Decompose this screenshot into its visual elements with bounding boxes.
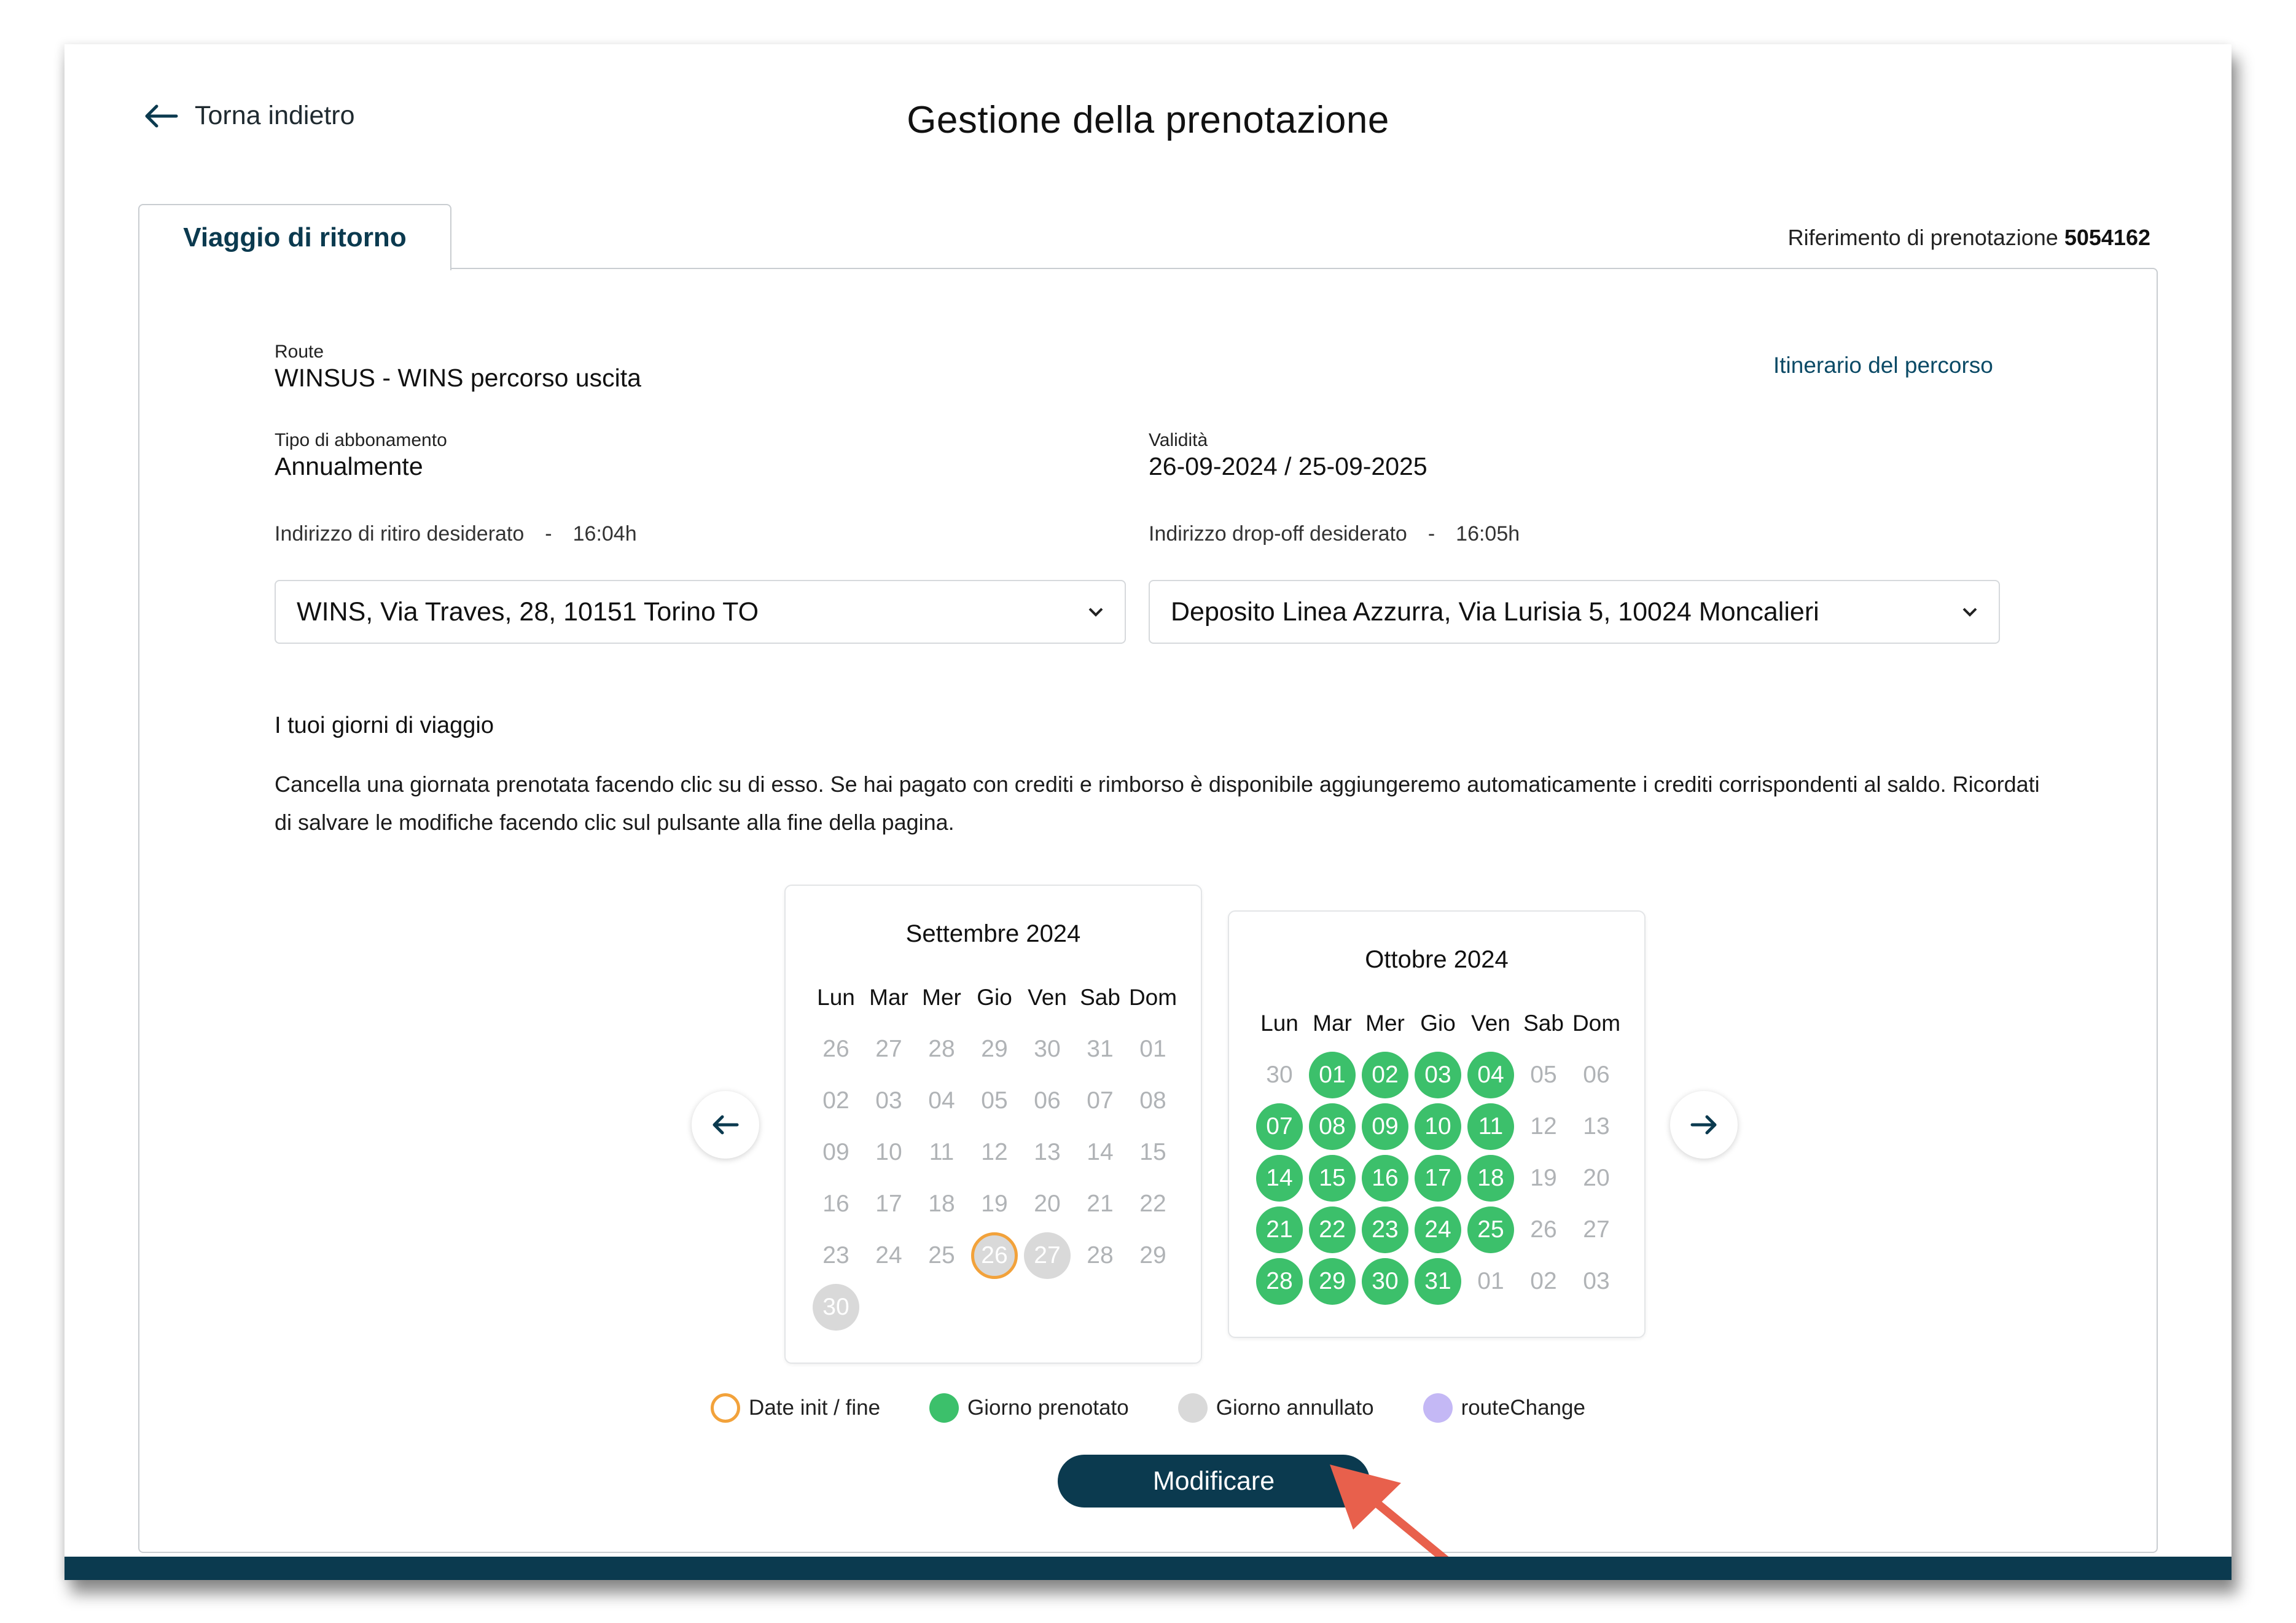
weekday-header: Mer xyxy=(922,985,961,1010)
weekday-header: Sab xyxy=(1523,1011,1564,1036)
calendar-legend xyxy=(139,1393,2157,1423)
calendar-day-number: 07 xyxy=(1087,1087,1114,1114)
calendar-day-number: 03 xyxy=(875,1087,902,1114)
calendar-day-number: 30 xyxy=(1362,1258,1408,1305)
calendar-day-number: 19 xyxy=(981,1191,1008,1217)
calendar-day[interactable] xyxy=(1464,1204,1517,1256)
legend-item xyxy=(1423,1393,1585,1423)
subscription-value: Annualmente xyxy=(275,452,423,480)
calendar-day-number: 17 xyxy=(875,1191,902,1217)
calendar-day-number: 20 xyxy=(1583,1165,1610,1191)
calendar-day-number: 21 xyxy=(1256,1206,1303,1253)
calendar-day xyxy=(1570,1152,1623,1204)
dropoff-label-text: Indirizzo drop-off desiderato xyxy=(1149,522,1407,546)
calendar-day xyxy=(1517,1049,1570,1101)
calendar-day xyxy=(862,1127,915,1178)
calendar-day-number: 01 xyxy=(1309,1052,1356,1098)
calendar-title: Settembre 2024 xyxy=(905,920,1081,947)
calendar-day-number: 08 xyxy=(1139,1087,1166,1114)
calendar-day[interactable] xyxy=(1306,1256,1359,1307)
calendar-day xyxy=(1127,1075,1179,1127)
pickup-address-value: WINS, Via Traves, 28, 10151 Torino TO xyxy=(297,596,759,627)
calendar-day-number: 26 xyxy=(822,1036,849,1062)
calendar-grid xyxy=(810,972,1179,1333)
calendar-day[interactable] xyxy=(1021,1230,1074,1281)
calendar-day-number: 24 xyxy=(1415,1206,1461,1253)
calendar-day xyxy=(1127,1023,1179,1075)
weekday-header: Lun xyxy=(817,985,855,1010)
calendar-day-number: 11 xyxy=(929,1139,955,1165)
calendar-day-number: 25 xyxy=(1467,1206,1514,1253)
route-label: Route xyxy=(275,342,324,362)
calendar-day[interactable] xyxy=(1412,1101,1464,1152)
calendar-day-number: 28 xyxy=(1256,1258,1303,1305)
calendar-day-number: 31 xyxy=(1415,1258,1461,1305)
calendar-day-number: 06 xyxy=(1034,1087,1061,1114)
pickup-label: Indirizzo di ritiro desiderato - 16:04h xyxy=(275,522,637,546)
calendar-september xyxy=(784,885,1202,1364)
calendar-day-number: 03 xyxy=(1415,1052,1461,1098)
calendar-day-number: 19 xyxy=(1530,1165,1557,1191)
legend-label: routeChange xyxy=(1461,1396,1585,1420)
calendar-day xyxy=(1127,1230,1179,1281)
weekday-header: Mer xyxy=(1365,1011,1405,1036)
calendar-day xyxy=(810,1230,862,1281)
page xyxy=(64,44,2232,1580)
calendar-day xyxy=(1021,1023,1074,1075)
calendar-day-number: 18 xyxy=(928,1191,955,1217)
pickup-address-select[interactable] xyxy=(275,580,1126,644)
calendar-day xyxy=(1570,1101,1623,1152)
back-link-label: Torna indietro xyxy=(195,101,355,130)
calendar-day[interactable] xyxy=(1359,1204,1412,1256)
calendar-day[interactable] xyxy=(1464,1152,1517,1204)
pickup-time: 16:04h xyxy=(572,522,637,546)
weekday-header: Mar xyxy=(869,985,908,1010)
calendar-day xyxy=(1074,1230,1127,1281)
calendar-day-number: 23 xyxy=(1362,1206,1408,1253)
calendar-day xyxy=(968,1075,1021,1127)
calendar-day-number: 26 xyxy=(971,1232,1018,1279)
dropoff-address-select[interactable] xyxy=(1149,580,2000,644)
page-title: Gestione della prenotazione xyxy=(907,99,1389,141)
calendar-day-number: 29 xyxy=(1139,1242,1166,1269)
calendar-day-number: 28 xyxy=(928,1036,955,1062)
calendar-day[interactable] xyxy=(1412,1049,1464,1101)
validity-value: 26-09-2024 / 25-09-2025 xyxy=(1149,452,1427,480)
calendar-day xyxy=(915,1075,968,1127)
calendar-day-number: 03 xyxy=(1583,1268,1610,1294)
chevron-down-icon xyxy=(1088,606,1104,617)
calendar-day xyxy=(915,1023,968,1075)
calendar-day-number: 14 xyxy=(1256,1155,1303,1202)
legend-item xyxy=(929,1393,1129,1423)
calendar-day[interactable] xyxy=(1412,1256,1464,1307)
calendar-day-number: 22 xyxy=(1139,1191,1166,1217)
booking-reference-label: Riferimento di prenotazione xyxy=(1787,225,2058,250)
calendar-day-number: 08 xyxy=(1309,1103,1356,1150)
calendar-day[interactable] xyxy=(1253,1256,1306,1307)
arrow-left-icon xyxy=(711,1114,740,1135)
legend-label: Giorno prenotato xyxy=(967,1396,1129,1420)
travel-days-title: I tuoi giorni di viaggio xyxy=(275,713,494,738)
calendar-day-number: 29 xyxy=(981,1036,1008,1062)
legend-swatch xyxy=(1423,1393,1453,1423)
calendar-day xyxy=(1570,1049,1623,1101)
calendar-day xyxy=(1517,1204,1570,1256)
dropoff-address-value: Deposito Linea Azzurra, Via Lurisia 5, 10024 Moncalieri xyxy=(1171,596,1819,627)
calendar-day xyxy=(968,1023,1021,1075)
prev-month-button[interactable] xyxy=(692,1091,759,1159)
calendar-day-number: 20 xyxy=(1034,1191,1061,1217)
modify-button-label: Modificare xyxy=(1152,1466,1275,1496)
weekday-header: Gio xyxy=(977,985,1012,1010)
calendar-day-number: 29 xyxy=(1309,1258,1356,1305)
calendar-day[interactable] xyxy=(1306,1152,1359,1204)
calendar-day[interactable] xyxy=(1464,1101,1517,1152)
legend-swatch xyxy=(1178,1393,1208,1423)
calendar-day-number: 05 xyxy=(1530,1062,1557,1088)
calendar-day xyxy=(1021,1178,1074,1230)
weekday-header: Lun xyxy=(1260,1011,1298,1036)
calendar-day-number: 12 xyxy=(1530,1113,1557,1140)
calendar-day xyxy=(862,1230,915,1281)
calendar-day-number: 01 xyxy=(1477,1268,1504,1294)
calendar-october xyxy=(1228,910,1646,1338)
calendar-day-number: 25 xyxy=(928,1242,955,1269)
calendar-day-number: 17 xyxy=(1415,1155,1461,1202)
tab-return-trip[interactable] xyxy=(138,204,451,270)
pickup-label-text: Indirizzo di ritiro desiderato xyxy=(275,522,525,546)
calendar-day-number: 06 xyxy=(1583,1062,1610,1088)
legend-swatch xyxy=(711,1393,740,1423)
weekday-header: Dom xyxy=(1128,985,1177,1010)
tab-label: Viaggio di ritorno xyxy=(183,222,407,252)
calendar-day xyxy=(1074,1178,1127,1230)
calendar-day xyxy=(968,1127,1021,1178)
calendar-day xyxy=(1517,1152,1570,1204)
calendar-day xyxy=(810,1075,862,1127)
legend-swatch xyxy=(929,1393,959,1423)
calendar-day-number: 30 xyxy=(1266,1062,1293,1088)
route-itinerary-link[interactable]: Itinerario del percorso xyxy=(1773,353,1993,378)
calendar-grid xyxy=(1253,998,1623,1307)
calendar-day-number: 30 xyxy=(1034,1036,1061,1062)
calendar-day-number: 15 xyxy=(1309,1155,1356,1202)
calendar-day xyxy=(862,1178,915,1230)
validity-label: Validità xyxy=(1149,430,1208,450)
calendar-day-number: 09 xyxy=(822,1139,849,1165)
arrow-right-icon xyxy=(1690,1114,1718,1135)
calendar-day xyxy=(968,1178,1021,1230)
calendar-day-number: 14 xyxy=(1087,1139,1114,1165)
weekday-header: Mar xyxy=(1313,1011,1352,1036)
weekday-header: Dom xyxy=(1572,1011,1621,1036)
calendar-day-number: 28 xyxy=(1087,1242,1114,1269)
calendar-day-number: 10 xyxy=(875,1139,902,1165)
calendar-day xyxy=(1253,1049,1306,1101)
calendar-day-number: 27 xyxy=(1024,1232,1071,1279)
calendar-day[interactable] xyxy=(1359,1256,1412,1307)
calendar-day[interactable] xyxy=(1306,1101,1359,1152)
dropoff-time: 16:05h xyxy=(1456,522,1520,546)
calendar-day[interactable] xyxy=(1359,1152,1412,1204)
calendar-day-number: 23 xyxy=(822,1242,849,1269)
subscription-label: Tipo di abbonamento xyxy=(275,430,447,450)
legend-label: Date init / fine xyxy=(749,1396,881,1420)
calendar-day xyxy=(1517,1101,1570,1152)
booking-reference xyxy=(1788,225,2150,251)
calendar-day-number: 04 xyxy=(928,1087,955,1114)
calendar-day xyxy=(1570,1204,1623,1256)
calendar-day-number: 09 xyxy=(1362,1103,1408,1150)
calendar-day-number: 31 xyxy=(1087,1036,1114,1062)
calendar-day xyxy=(1074,1127,1127,1178)
calendar-day-number: 30 xyxy=(813,1284,859,1331)
calendar-day xyxy=(862,1075,915,1127)
calendar-day-number: 02 xyxy=(822,1087,849,1114)
calendar-day xyxy=(1074,1075,1127,1127)
calendar-day-number: 27 xyxy=(1583,1216,1610,1243)
travel-days-description: Cancella una giornata prenotata facendo clic su di esso. Se hai pagato con crediti e rimborso è disponibile aggiungeremo automaticamente i crediti corrispondenti al saldo. Ricordati di salvare le modifiche facendo clic sul pulsante alla fine della pagina. xyxy=(275,772,2040,835)
legend-label: Giorno annullato xyxy=(1216,1396,1374,1420)
calendar-day xyxy=(1074,1023,1127,1075)
calendar-day[interactable] xyxy=(1306,1204,1359,1256)
calendar-day[interactable] xyxy=(1412,1152,1464,1204)
calendar-day-number: 11 xyxy=(1467,1103,1514,1150)
calendar-day[interactable] xyxy=(1359,1049,1412,1101)
calendar-day[interactable] xyxy=(1253,1152,1306,1204)
calendar-day[interactable] xyxy=(1464,1049,1517,1101)
calendar-day-number: 24 xyxy=(875,1242,902,1269)
booking-card xyxy=(138,268,2158,1553)
calendar-day-number: 02 xyxy=(1362,1052,1408,1098)
calendar-day[interactable] xyxy=(810,1281,862,1333)
legend-item xyxy=(1178,1393,1374,1423)
calendar-day xyxy=(1127,1178,1179,1230)
calendar-day xyxy=(915,1230,968,1281)
route-value: WINSUS - WINS percorso uscita xyxy=(275,364,641,392)
calendar-day-number: 18 xyxy=(1467,1155,1514,1202)
calendar-day xyxy=(1464,1256,1517,1307)
weekday-header: Ven xyxy=(1471,1011,1510,1036)
calendar-day-number: 13 xyxy=(1034,1139,1061,1165)
calendar-day-number: 12 xyxy=(981,1139,1008,1165)
calendar-day[interactable] xyxy=(1253,1101,1306,1152)
calendar-day xyxy=(1021,1127,1074,1178)
calendar-day-number: 02 xyxy=(1530,1268,1557,1294)
calendar-day[interactable] xyxy=(1306,1049,1359,1101)
weekday-header: Ven xyxy=(1028,985,1067,1010)
calendar-day xyxy=(1517,1256,1570,1307)
calendar-day xyxy=(1127,1127,1179,1178)
calendar-day[interactable] xyxy=(968,1230,1021,1281)
calendar-day-number: 13 xyxy=(1583,1113,1610,1140)
calendar-day xyxy=(810,1127,862,1178)
calendar-day-number: 07 xyxy=(1256,1103,1303,1150)
calendar-day xyxy=(1021,1075,1074,1127)
calendar-day-number: 16 xyxy=(1362,1155,1408,1202)
calendar-day-number: 21 xyxy=(1087,1191,1114,1217)
calendar-day-number: 22 xyxy=(1309,1206,1356,1253)
calendar-title: Ottobre 2024 xyxy=(1365,946,1509,973)
calendar-day[interactable] xyxy=(1412,1204,1464,1256)
calendar-day[interactable] xyxy=(1253,1204,1306,1256)
booking-reference-value: 5054162 xyxy=(2064,225,2150,250)
calendar-day[interactable] xyxy=(1359,1101,1412,1152)
weekday-header: Gio xyxy=(1420,1011,1456,1036)
chevron-down-icon xyxy=(1962,606,1978,617)
calendar-day-number: 27 xyxy=(875,1036,902,1062)
calendar-day-number: 05 xyxy=(981,1087,1008,1114)
calendar-day xyxy=(862,1023,915,1075)
calendar-day-number: 01 xyxy=(1139,1036,1166,1062)
calendar-day xyxy=(915,1127,968,1178)
calendar-day xyxy=(915,1178,968,1230)
calendar-day-number: 16 xyxy=(822,1191,849,1217)
calendar-day xyxy=(1570,1256,1623,1307)
legend-item xyxy=(711,1393,880,1423)
calendar-day-number: 15 xyxy=(1139,1139,1166,1165)
dropoff-label: Indirizzo drop-off desiderato - 16:05h xyxy=(1149,522,1520,546)
next-month-button[interactable] xyxy=(1670,1091,1738,1159)
weekday-header: Sab xyxy=(1080,985,1120,1010)
footer-bar xyxy=(64,1557,2232,1580)
calendar-day xyxy=(810,1023,862,1075)
calendar-day-number: 26 xyxy=(1530,1216,1557,1243)
calendar-day xyxy=(810,1178,862,1230)
calendar-day-number: 10 xyxy=(1415,1103,1461,1150)
calendar-day-number: 04 xyxy=(1467,1052,1514,1098)
